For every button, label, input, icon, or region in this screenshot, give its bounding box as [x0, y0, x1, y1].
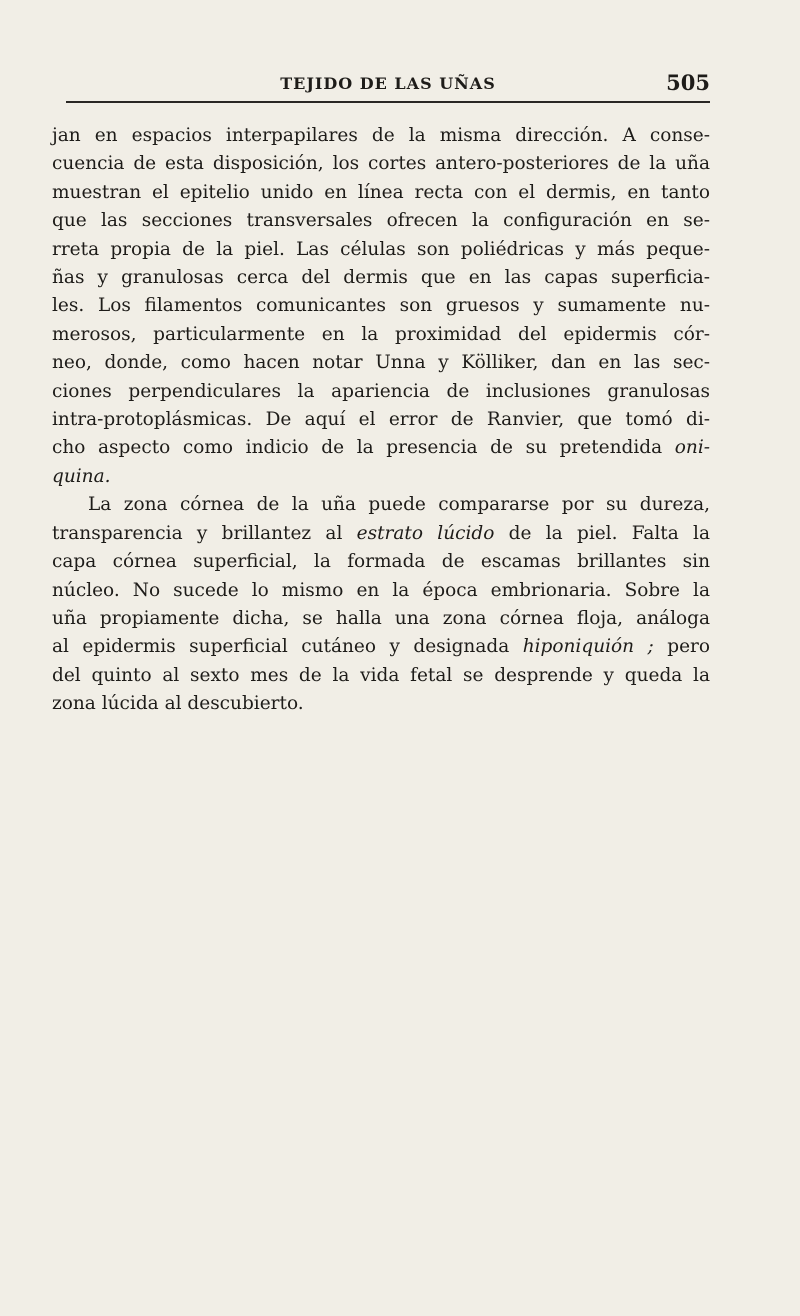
text-line: La zona córnea de la uña puede compararse por su dureza,: [88, 494, 710, 516]
italic-term: estrato lúcido: [356, 522, 495, 544]
text-line: capa córnea superficial, la formada de escamas brillantes sin: [52, 551, 710, 573]
text-line: del quinto al sexto mes de la vida fetal se desprende y queda la: [52, 664, 710, 686]
text-line: núcleo. No sucede lo mismo en la época embrionaria. Sobre la: [52, 579, 710, 601]
text-line: rreta propia de la piel. Las células son poliédricas y más peque-: [52, 238, 710, 260]
text-line: intra-protoplásmicas. De aquí el error de Ranvier, que tomó di-: [52, 409, 710, 431]
text-line: uña propiamente dicha, se halla una zona córnea floja, análoga: [52, 607, 710, 629]
text-line: ciones perpendiculares la apariencia de inclusiones granulosas: [52, 380, 710, 402]
paragraph-1: [52, 122, 710, 491]
text-line: muestran el epitelio unido en línea recta con el dermis, en tanto: [52, 181, 710, 203]
text-line-plain: cho aspecto como indicio de la presencia de su pretendida: [52, 437, 675, 459]
text-line: jan en espacios interpapilares de la misma dirección. A conse-: [52, 125, 710, 146]
text-line: zona lúcida al descubierto.: [52, 693, 304, 715]
page-header: [66, 64, 710, 96]
text-line-plain: al epidermis superficial cutáneo y designada: [52, 636, 523, 658]
text-line-plain: transparencia y brillantez al: [52, 522, 357, 544]
italic-term: quina.: [52, 465, 111, 487]
running-title: TEJIDO DE LAS UÑAS: [280, 74, 496, 93]
text-line: [52, 633, 710, 661]
text-line: merosos, particularmente en la proximidad del epidermis cór-: [52, 323, 710, 345]
header-rule: [66, 101, 710, 103]
text-line: [52, 463, 710, 491]
text-line: neo, donde, como hacen notar Unna y Kölliker, dan en las sec-: [52, 352, 710, 374]
italic-term: hiponiquión ;: [522, 636, 654, 658]
text-line: cuencia de esta disposición, los cortes antero-posteriores de la uña: [52, 153, 710, 175]
text-line: [52, 520, 710, 548]
text-line: les. Los filamentos comunicantes son gruesos y sumamente nu-: [52, 295, 710, 317]
page-number: 505: [666, 70, 710, 95]
italic-term: oni-: [674, 437, 710, 459]
text-line: que las secciones transversales ofrecen la configuración en se-: [52, 210, 710, 232]
text-line: [52, 434, 710, 462]
text-line: ñas y granulosas cerca del dermis que en las capas superficia-: [52, 267, 710, 289]
text-line-plain: pero: [653, 636, 711, 658]
paragraph-2: [52, 491, 710, 718]
text-line-plain: de la piel. Falta la: [494, 522, 710, 544]
body-text: [52, 122, 710, 719]
